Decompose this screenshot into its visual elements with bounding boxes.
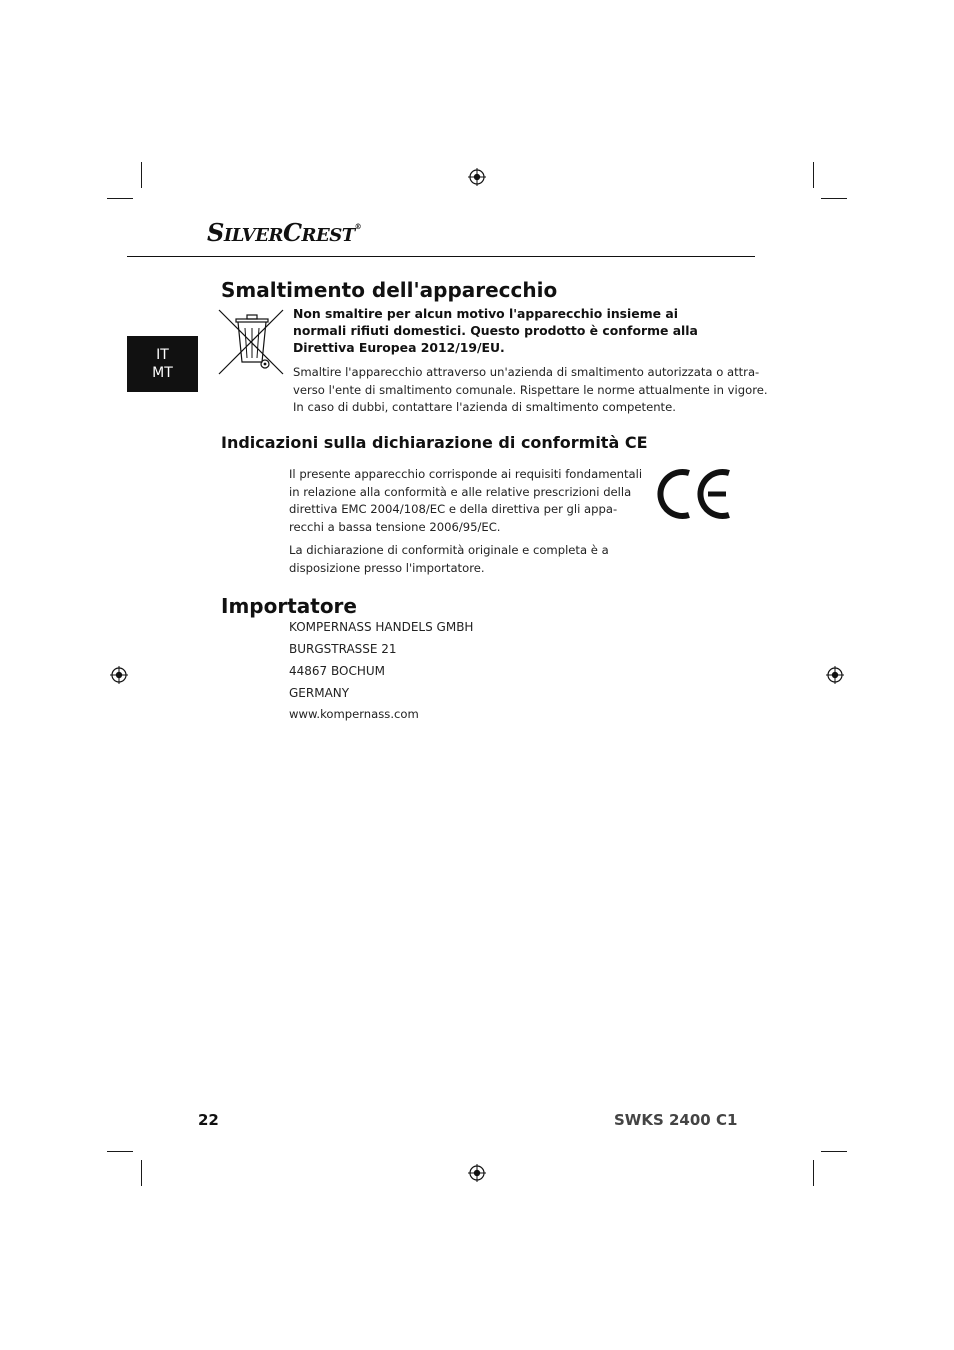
ce-mark-icon — [656, 467, 732, 521]
registration-mark-icon — [826, 666, 844, 684]
registration-mark-icon — [468, 1164, 486, 1182]
section-title-ce: Indicazioni sulla dichiarazione di conformità CE — [221, 433, 648, 452]
importer-website[interactable]: www.kompernass.com — [289, 707, 419, 721]
ce-paragraph-1 — [289, 466, 642, 536]
disposal-warning: Non smaltire per alcun motivo l'apparecchio insieme ai normali rifiuti domestici. Questo prodotto è conforme alla Direttiva Europea 2012/19/EU. — [293, 306, 698, 355]
crossed-bin-icon — [217, 308, 287, 376]
address-line: GERMANY — [289, 686, 350, 700]
disposal-text — [293, 364, 768, 417]
address-line: 44867 BOCHUM — [289, 664, 385, 678]
address-line: KOMPERNASS HANDELS GMBH — [289, 620, 474, 634]
crop-mark — [813, 1160, 814, 1186]
page-number: 22 — [198, 1111, 219, 1129]
crop-mark — [141, 162, 142, 188]
language-tab — [127, 336, 198, 392]
section-title-disposal: Smaltimento dell'apparecchio — [221, 278, 558, 302]
text-line: in relazione alla conformità e alle relative prescrizioni della — [289, 484, 632, 499]
text-line: recchi a bassa tensione 2006/95/EC. — [289, 519, 501, 534]
language-code: IT — [156, 347, 169, 363]
language-code: MT — [152, 365, 173, 381]
section-title-importer: Importatore — [221, 594, 357, 618]
crop-mark — [141, 1160, 142, 1186]
ce-paragraph-2 — [289, 542, 609, 577]
model-number: SWKS 2400 C1 — [614, 1111, 738, 1129]
crop-mark — [107, 1151, 133, 1152]
text-line: Smaltire l'apparecchio attraverso un'azienda di smaltimento autorizzata o attra- — [293, 365, 760, 379]
header-rule — [127, 256, 755, 257]
registration-mark-icon — [468, 168, 486, 186]
crop-mark — [813, 162, 814, 188]
text-line: La dichiarazione di conformità originale e completa è a — [289, 543, 609, 557]
crop-mark — [107, 198, 133, 199]
registration-mark-icon — [110, 666, 128, 684]
address-line: BURGSTRASSE 21 — [289, 642, 397, 656]
brand-logo: SILVERCREST® — [207, 218, 362, 247]
importer-address — [289, 616, 473, 704]
text-line: Il presente apparecchio corrisponde ai requisiti fondamentali — [289, 467, 643, 481]
text-line: verso l'ente di smaltimento comunale. Rispettare le norme attualmente in vigore. — [293, 382, 768, 397]
text-line: direttiva EMC 2004/108/EC e della direttiva per gli appa- — [289, 502, 618, 516]
text-line: disposizione presso l'importatore. — [289, 560, 485, 575]
crop-mark — [821, 1151, 847, 1152]
crop-mark — [821, 198, 847, 199]
text-line: In caso di dubbi, contattare l'azienda di smaltimento competente. — [293, 400, 676, 414]
